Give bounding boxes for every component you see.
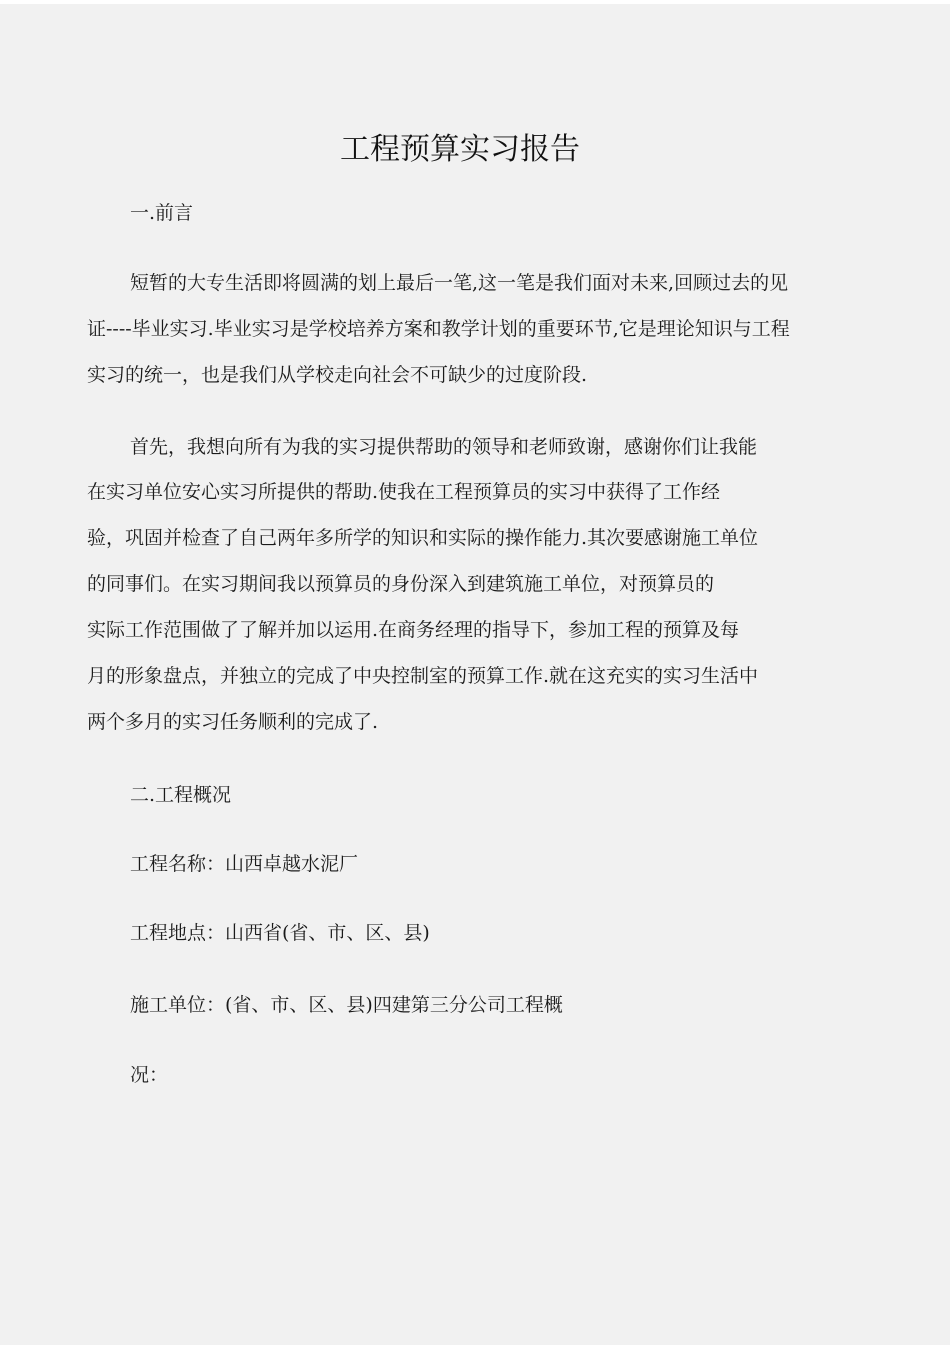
- paragraph-line: 在实习单位安心实习所提供的帮助.使我在工程预算员的实习中获得了工作经: [87, 481, 721, 503]
- project-location-line: 工程地点：山西省(省、市、区、县): [130, 922, 430, 944]
- paragraph-line: 的同事们。在实习期间我以预算员的身份深入到建筑施工单位，对预算员的: [87, 573, 715, 595]
- overview-tail-line: 况：: [130, 1064, 169, 1086]
- paragraph-line: 验，巩固并检查了自己两年多所学的知识和实际的操作能力.其次要感谢施工单位: [87, 527, 759, 549]
- paragraph-line: 证----毕业实习.毕业实习是学校培养方案和教学计划的重要环节,它是理论知识与工程: [87, 318, 790, 340]
- paragraph-line: 实际工作范围做了了解并加以运用.在商务经理的指导下，参加工程的预算及每: [87, 619, 740, 641]
- paragraph-line: 首先，我想向所有为我的实习提供帮助的领导和老师致谢，感谢你们让我能: [130, 436, 758, 458]
- section-heading-overview: 二.工程概况: [130, 784, 232, 806]
- page-title: 工程预算实习报告: [340, 132, 580, 167]
- paragraph-line: 月的形象盘点，并独立的完成了中央控制室的预算工作.就在这充实的实习生活中: [87, 665, 759, 687]
- construction-unit-line: 施工单位：(省、市、区、县)四建第三分公司工程概: [130, 994, 563, 1016]
- paragraph-line: 实习的统一，也是我们从学校走向社会不可缺少的过度阶段.: [87, 364, 588, 386]
- paragraph-line: 两个多月的实习任务顺利的完成了.: [87, 711, 379, 733]
- paragraph-line: 短暂的大专生活即将圆满的划上最后一笔,这一笔是我们面对未来,回顾过去的见: [130, 272, 789, 294]
- section-heading-preface: 一.前言: [130, 202, 194, 224]
- project-name-line: 工程名称：山西卓越水泥厂: [130, 853, 359, 875]
